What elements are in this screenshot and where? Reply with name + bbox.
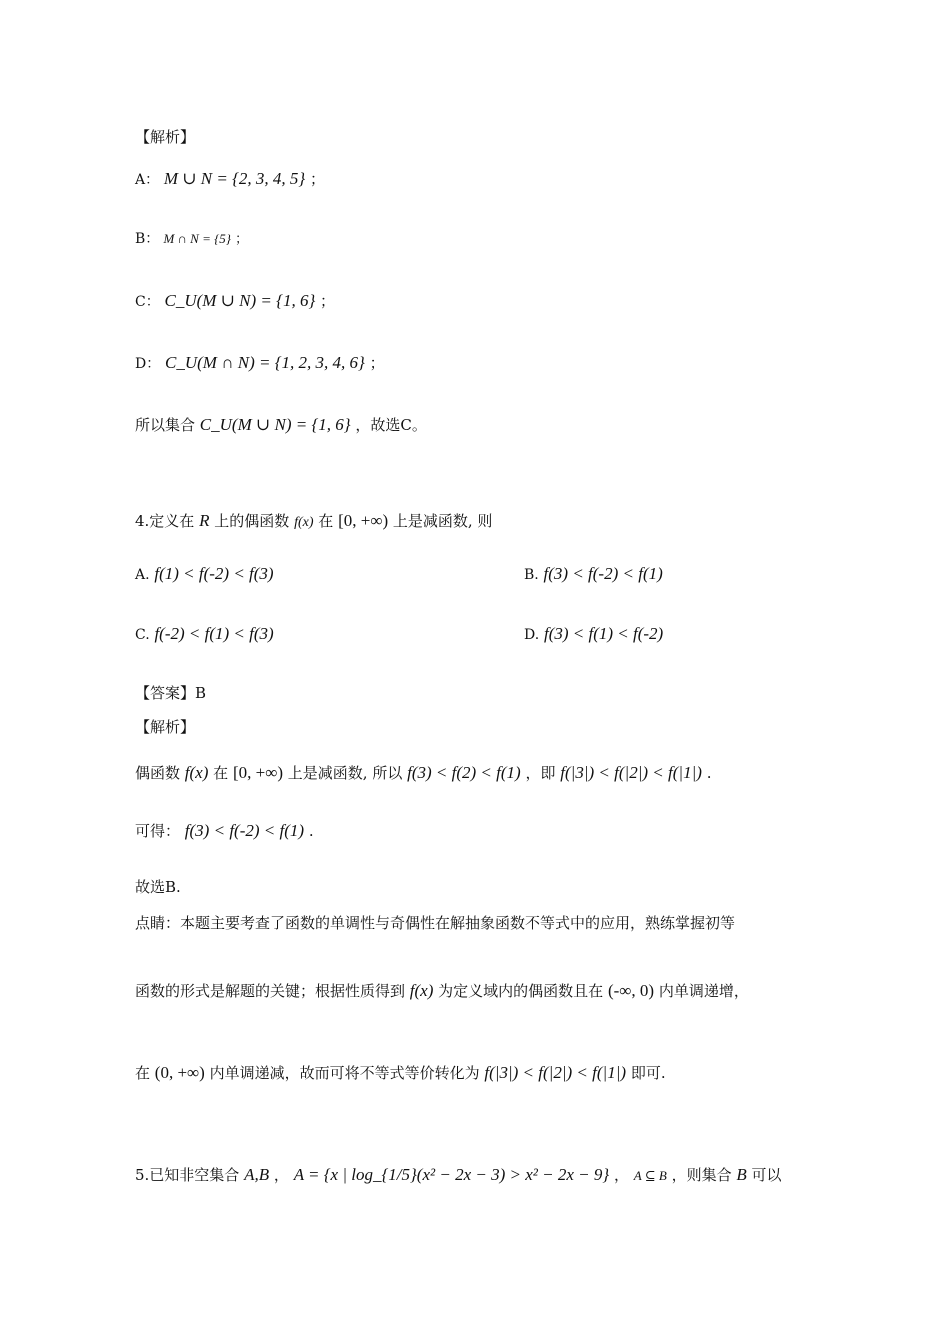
formula: (-∞, 0)	[607, 981, 655, 1000]
item-a	[135, 168, 325, 191]
text: 内单调递减，故而可将不等式等价转化为	[209, 1064, 480, 1082]
text: ，	[613, 1166, 629, 1184]
q4-stem-text: 上的偶函数	[214, 512, 290, 530]
formula: f(|3|) < f(|2|) < f(|1|)	[560, 763, 702, 782]
q4-stem-interval: [0, +∞)	[338, 511, 389, 530]
formula: f(3) < f(2) < f(1)	[407, 763, 521, 782]
q4-comment-line1: 点睛：本题主要考查了函数的单调性与奇偶性在解抽象函数不等式中的应用，熟练掌握初等	[135, 914, 736, 932]
item-tail: ；	[369, 354, 385, 372]
option-formula: f(-2) < f(1) < f(3)	[154, 624, 274, 643]
q4-option-b[interactable]	[524, 564, 663, 584]
conclusion-prefix: 所以集合	[135, 416, 196, 434]
q4-stem-r: R	[199, 511, 210, 530]
q4-stem-fx: f(x)	[294, 515, 314, 530]
q4-stem-text: 在	[318, 512, 334, 530]
item-b	[135, 228, 248, 251]
formula: f(3) < f(-2) < f(1)	[184, 821, 305, 840]
option-label: D.	[524, 627, 540, 643]
q4-answer: 【答案】B	[135, 684, 207, 702]
q4-option-a[interactable]	[135, 564, 274, 584]
text: ，	[273, 1166, 289, 1184]
formula: A,B	[244, 1165, 270, 1184]
formula: f(x)	[184, 763, 209, 782]
item-label: B：	[135, 231, 160, 247]
text: ，则集合	[671, 1166, 732, 1184]
option-label: C.	[135, 627, 150, 643]
item-formula: M ∪ N = {2, 3, 4, 5}	[163, 169, 306, 188]
text: 可得：	[135, 822, 181, 840]
formula: f(|3|) < f(|2|) < f(|1|)	[484, 1063, 627, 1082]
option-formula: f(3) < f(1) < f(-2)	[543, 624, 664, 643]
q4-analysis-line2	[135, 820, 314, 842]
item-label: D：	[135, 356, 161, 372]
q4-stem	[135, 510, 492, 534]
item-label: C：	[135, 294, 160, 310]
text: 在	[213, 764, 229, 782]
text: 函数的形式是解题的关键；根据性质得到	[135, 982, 406, 1000]
formula: f(x)	[409, 981, 434, 1000]
item-formula: C_U(M ∪ N) = {1, 6}	[164, 291, 316, 310]
formula: [0, +∞)	[232, 763, 283, 782]
q4-choose: 故选B.	[135, 878, 181, 896]
text: 即可.	[630, 1064, 666, 1082]
item-tail: ；	[310, 170, 326, 188]
text: ，即	[525, 764, 556, 782]
analysis-heading: 【解析】	[135, 128, 196, 146]
formula: (0, +∞)	[154, 1063, 205, 1082]
conclusion-suffix: ，故选C。	[355, 416, 427, 434]
item-label: A：	[135, 172, 160, 188]
q4-option-c[interactable]	[135, 624, 274, 644]
set-formula: A = {x | log_{1/5}(x² − 2x − 3) > x² − 2x − 9}	[293, 1165, 610, 1184]
text: 偶函数	[135, 764, 181, 782]
text: 在	[135, 1064, 151, 1082]
text: 内单调递增，	[658, 982, 749, 1000]
formula: A ⊆ B	[633, 1168, 667, 1183]
option-formula: f(1) < f(-2) < f(3)	[154, 564, 274, 583]
q4-option-d[interactable]	[524, 624, 663, 644]
formula: B	[736, 1165, 747, 1184]
item-formula: C_U(M ∩ N) = {1, 2, 3, 4, 6}	[165, 353, 365, 372]
text: 上是减函数, 所以	[287, 764, 403, 782]
q4-analysis-heading: 【解析】	[135, 718, 196, 736]
q4-comment-line3	[135, 1062, 666, 1084]
text: .	[308, 822, 314, 840]
conclusion	[135, 414, 427, 436]
item-formula: M ∩ N = {5}	[163, 231, 231, 246]
q4-stem-text: 4.定义在	[135, 512, 195, 530]
option-label: B.	[524, 567, 539, 583]
text: .	[706, 764, 712, 782]
item-c	[135, 290, 335, 313]
item-tail: ；	[235, 232, 249, 247]
item-d	[135, 352, 385, 375]
text: 5.已知非空集合	[135, 1166, 240, 1184]
q4-comment-line2	[135, 980, 749, 1002]
option-formula: f(3) < f(-2) < f(1)	[543, 564, 663, 583]
q4-stem-text: 上是减函数, 则	[392, 512, 493, 530]
text: 为定义域内的偶函数且在	[438, 982, 604, 1000]
q5-stem	[135, 1164, 782, 1187]
conclusion-formula: C_U(M ∪ N) = {1, 6}	[199, 415, 351, 434]
item-tail: ；	[320, 292, 336, 310]
q4-analysis-line1	[135, 762, 711, 784]
text: 可以	[751, 1166, 782, 1184]
option-label: A.	[135, 567, 150, 583]
